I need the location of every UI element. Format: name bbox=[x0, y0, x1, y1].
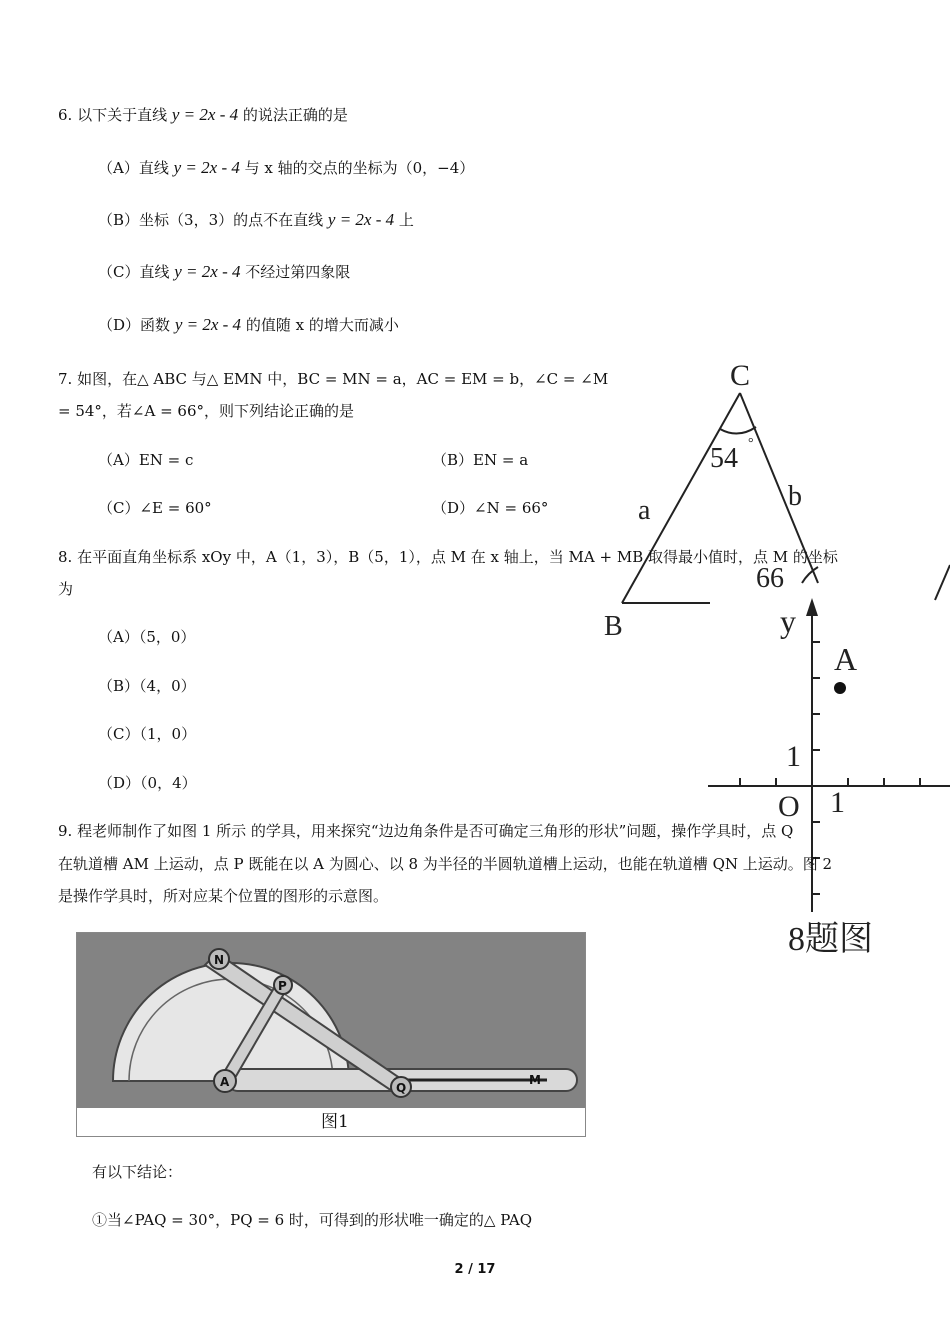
q6-option-c: （C）直线 y = 2x - 4 不经过第四象限 bbox=[98, 262, 351, 281]
q7-option-b: （B）EN = a bbox=[432, 451, 529, 469]
q6-option-a: （A）直线 y = 2x - 4 与 x 轴的交点的坐标为（0，−4） bbox=[98, 158, 475, 177]
q7-option-a: （A）EN = c bbox=[98, 451, 194, 469]
figure-caption: 8题图 bbox=[788, 921, 873, 958]
label-a: a bbox=[638, 495, 651, 526]
label-one-x: 1 bbox=[830, 786, 845, 819]
angle-c-arc bbox=[720, 427, 756, 434]
q9-conclusions-intro: 有以下结论： bbox=[92, 1163, 183, 1181]
label-degree: ° bbox=[748, 436, 754, 451]
q6-stem: 6. 以下关于直线 y = 2x - 4 的说法正确的是 bbox=[58, 105, 348, 124]
label-n: N bbox=[214, 953, 225, 967]
q9-stem-line3: 是操作学具时，所对应某个位置的图形的示意图。 bbox=[58, 887, 389, 905]
y-axis-arrow-icon bbox=[806, 598, 818, 616]
q8-option-d: （D）（0，4） bbox=[98, 774, 197, 792]
label-vertex-b: B bbox=[604, 611, 623, 642]
q9-conclusion-1: ①当∠PAQ = 30°，PQ = 6 时，可得到的形状唯一确定的△ PAQ bbox=[92, 1211, 533, 1229]
label-angle-54: 54 bbox=[710, 443, 738, 474]
q8-stem-line2: 为 bbox=[58, 580, 74, 598]
q7-option-c: （C）∠E = 60° bbox=[98, 499, 212, 517]
q7-stem-line2: = 54°，若∠A = 66°，则下列结论正确的是 bbox=[58, 402, 355, 420]
figure-1-caption: 图1 bbox=[321, 1112, 349, 1132]
label-a: A bbox=[834, 641, 858, 677]
label-p: P bbox=[278, 979, 287, 993]
label-a: A bbox=[220, 1075, 230, 1089]
label-angle-66: 66 bbox=[756, 563, 784, 594]
label-one-y: 1 bbox=[786, 740, 801, 773]
q9-stem-line1: 9. 程老师制作了如图 1 所示 的学具，用来探究“边边角条件是否可确定三角形的形状”问题，操作学具时，点 Q bbox=[58, 822, 794, 840]
label-q: Q bbox=[396, 1081, 407, 1095]
q8-option-c: （C）（1，0） bbox=[98, 725, 197, 743]
q7-stem-line1: 7. 如图，在△ ABC 与△ EMN 中，BC = MN = a，AC = EM = b，∠C = ∠M bbox=[58, 370, 609, 388]
label-m: M bbox=[529, 1073, 541, 1087]
q9-figure-1 bbox=[76, 932, 586, 1137]
label-y: y bbox=[780, 603, 796, 639]
label-origin: O bbox=[778, 790, 800, 823]
apparatus-photo bbox=[77, 933, 585, 1108]
q8-option-a: （A）（5，0） bbox=[98, 628, 196, 646]
q8-stem-line1: 8. 在平面直角坐标系 xOy 中，A（1，3），B（5，1），点 M 在 x 轴上，当 MA + MB 取得最小值时，点 M 的坐标 bbox=[58, 548, 838, 566]
page-number: 2 / 17 bbox=[454, 1262, 496, 1277]
point-a bbox=[834, 682, 846, 694]
q6-option-b: （B）坐标（3，3）的点不在直线 y = 2x - 4 上 bbox=[98, 210, 414, 229]
q7-option-d: （D）∠N = 66° bbox=[432, 499, 549, 517]
q6-equation: y = 2x - 4 bbox=[171, 105, 239, 124]
label-c: C bbox=[730, 359, 751, 392]
q8-coordinate-figure bbox=[700, 590, 950, 960]
q6-option-d: （D）函数 y = 2x - 4 的值随 x 的增大而减小 bbox=[98, 315, 399, 334]
q9-stem-line2: 在轨道槽 AM 上运动，点 P 既能在以 A 为圆心、以 8 为半径的半圆轨道槽上运动，也能在轨道槽 QN 上运动。图 2 bbox=[58, 855, 833, 873]
label-b: b bbox=[788, 481, 802, 512]
q8-option-b: （B）（4，0） bbox=[98, 677, 196, 695]
